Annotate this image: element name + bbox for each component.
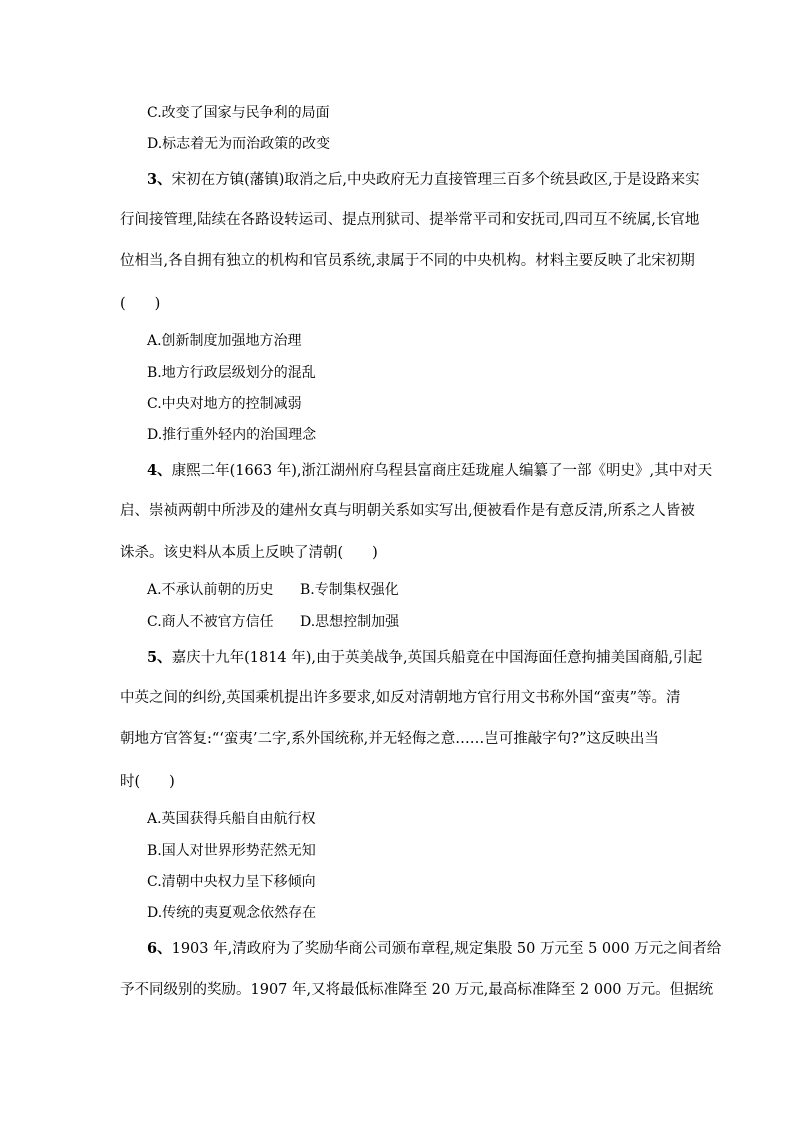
q6-number: 6、 xyxy=(147,940,172,957)
q4-number: 4、 xyxy=(147,462,172,479)
q3-option-b: B.地方行政层级划分的混乱 xyxy=(147,365,316,381)
q3-stem-line-4: ( ) xyxy=(120,296,161,312)
q5-stem-line-3: 朝地方官答复:“‘蛮夷’二字,系外国统称,并无轻侮之意……岂可推敲字句?”这反映出当 xyxy=(120,731,659,747)
q5-option-d: D.传统的夷夏观念依然存在 xyxy=(147,905,317,921)
q5-option-b: B.国人对世界形势茫然无知 xyxy=(147,843,316,859)
q2-option-c: C.改变了国家与民争利的局面 xyxy=(147,105,330,121)
q4-option-c: C.商人不被官方信任 xyxy=(147,614,274,630)
q2-option-d: D.标志着无为而治政策的改变 xyxy=(147,136,331,152)
q3-stem-line-1: 3、宋初在方镇(藩镇)取消之后,中央政府无力直接管理三百多个统县政区,于是设路来实 xyxy=(147,171,700,188)
q3-option-a: A.创新制度加强地方治理 xyxy=(147,333,302,349)
q3-option-d: D.推行重外轻内的治国理念 xyxy=(147,427,317,443)
q5-stem-line-4: 时( ) xyxy=(120,774,175,790)
q4-option-a: A.不承认前朝的历史 xyxy=(147,582,274,598)
q4-stem-line-2: 启、崇祯两朝中所涉及的建州女真与明朝关系如实写出,便被看作是有意反清,所系之人皆被 xyxy=(120,503,695,519)
q3-stem-line-3: 位相当,各自拥有独立的机构和官员系统,隶属于不同的中央机构。材料主要反映了北宋初期 xyxy=(120,253,695,269)
q6-stem-line-1: 6、1903 年,清政府为了奖励华商公司颁布章程,规定集股 50 万元至 5 000 万元之间者给 xyxy=(147,940,722,957)
q3-option-c: C.中央对地方的控制减弱 xyxy=(147,396,302,412)
q5-option-a: A.英国获得兵船自由航行权 xyxy=(147,811,316,827)
q5-number: 5、 xyxy=(147,649,172,666)
q4-stem-line-1: 4、康熙二年(1663 年),浙江湖州府乌程县富商庄廷珑雇人编纂了一部《明史》,其中对天 xyxy=(147,462,713,479)
q5-stem-line-1: 5、嘉庆十九年(1814 年),由于英美战争,英国兵船竟在中国海面任意拘捕美国商船,引起 xyxy=(147,649,703,666)
q5-stem-line-2: 中英之间的纠纷,英国乘机提出许多要求,如反对清朝地方官行用文书称外国“蛮夷”等。清 xyxy=(120,690,681,706)
q4-stem-line-3: 诛杀。该史料从本质上反映了清朝( ) xyxy=(120,545,378,561)
q6-stem-line-2: 予不同级别的奖励。1907 年,又将最低标准降至 20 万元,最高标准降至 2 000 万元。但据统 xyxy=(120,982,714,998)
q3-stem-line-2: 行间接管理,陆续在各路设转运司、提点刑狱司、提举常平司和安抚司,四司互不统属,长官地 xyxy=(120,212,700,228)
q4-option-b: B.专制集权强化 xyxy=(300,582,399,598)
q5-option-c: C.清朝中央权力呈下移倾向 xyxy=(147,874,316,890)
q4-option-d: D.思想控制加强 xyxy=(300,614,400,630)
q3-number: 3、 xyxy=(147,171,172,188)
